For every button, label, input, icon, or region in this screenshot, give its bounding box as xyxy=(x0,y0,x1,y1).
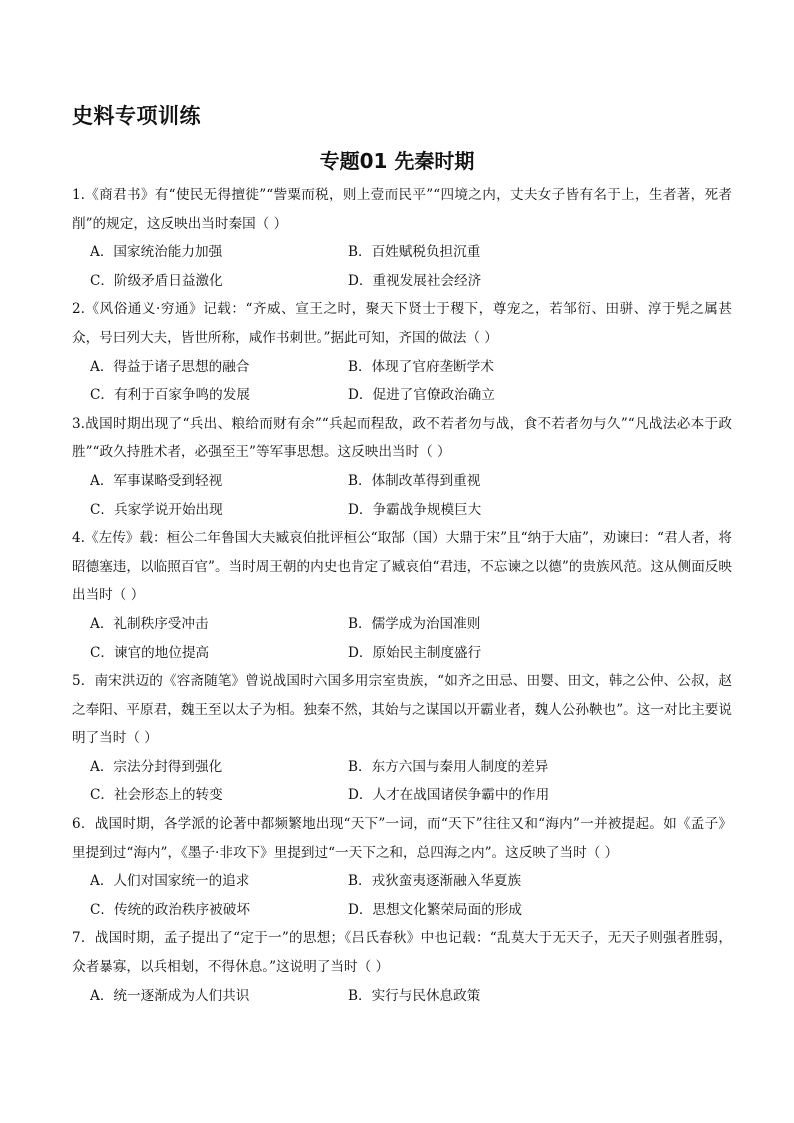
option-c: C．有利于百家争鸣的发展 xyxy=(90,387,250,404)
option-c: C．阶级矛盾日益激化 xyxy=(90,272,223,289)
question-3 xyxy=(72,410,732,524)
question-4 xyxy=(72,524,732,667)
option-grid xyxy=(72,753,732,810)
option-d: D．原始民主制度盛行 xyxy=(348,644,482,661)
option-grid xyxy=(72,238,732,295)
option-d: D．思想文化繁荣局面的形成 xyxy=(348,901,523,918)
question-7 xyxy=(72,924,732,1010)
topic-title: 专题01 先秦时期 xyxy=(319,149,475,173)
option-c: C．谏官的地位提高 xyxy=(90,644,210,661)
question-1 xyxy=(72,181,732,295)
question-5 xyxy=(72,667,732,810)
option-a: A．得益于诸子思想的融合 xyxy=(90,358,250,375)
option-b: B．百姓赋税负担沉重 xyxy=(348,244,481,261)
question-list xyxy=(72,181,732,1010)
option-a: A．人们对国家统一的追求 xyxy=(90,873,250,890)
question-stem: 2.《风俗通义·穷通》记载：“齐威、宣王之时，聚天下贤士于稷下，尊宠之，若邹衍、田骈、淳于髡之属甚众，号曰列大夫，皆世所称，咸作书刺世。”据此可知，齐国的做法（ ） xyxy=(72,301,732,346)
question-6 xyxy=(72,810,732,924)
option-d: D．重视发展社会经济 xyxy=(348,272,482,289)
option-b: B．体现了官府垄断学术 xyxy=(348,358,494,375)
option-grid xyxy=(72,982,732,1011)
question-2 xyxy=(72,295,732,409)
option-grid xyxy=(72,467,732,524)
option-grid xyxy=(72,353,732,410)
option-d: D．促进了官僚政治确立 xyxy=(348,387,495,404)
question-stem: 1.《商君书》有“使民无得擅徙”“訾粟而税，则上壹而民平”“四境之内，丈夫女子皆有名于上，生者著，死者削”的规定，这反映出当时秦国（ ） xyxy=(72,187,732,232)
option-a: A．礼制秩序受冲击 xyxy=(90,615,209,632)
option-b: B．戎狄蛮夷逐渐融入华夏族 xyxy=(348,873,522,890)
option-b: B．东方六国与秦用人制度的差异 xyxy=(348,758,549,775)
question-stem: 3.战国时期出现了“兵出、粮给而财有余”“兵起而程敌，政不若者勿与战，食不若者勿与久”“凡战法必本于政胜”“政久持胜术者，必强至王”等军事思想。这反映出当时（ ） xyxy=(72,415,732,461)
option-c: C．兵家学说开始出现 xyxy=(90,501,223,518)
option-grid xyxy=(72,610,732,667)
option-b: B．体制改革得到重视 xyxy=(348,472,481,489)
question-stem: 6．战国时期，各学派的论著中都频繁地出现“天下”一词，而“天下”往往又和“海内”一并被提起。如《孟子》里提到过“海内”，《墨子·非攻下》里提到过“一天下之和，总四海之内”。这反映了当时（ ） xyxy=(72,816,732,861)
option-a: A．国家统治能力加强 xyxy=(90,244,223,261)
page-heading: 史料专项训练 xyxy=(72,104,201,128)
option-a: A．宗法分封得到强化 xyxy=(90,758,223,775)
question-stem: 4.《左传》载：桓公二年鲁国大夫臧哀伯批评桓公“取郜（国）大鼎于宋”且“纳于大庙”，劝谏曰：“君人者，将昭德塞违，以临照百官”。当时周王朝的内史也肯定了臧哀伯“君违，不忘谏之以德”的贵族风范。这从侧面反映出当时（ ） xyxy=(72,530,732,604)
option-b: B．实行与民休息政策 xyxy=(348,987,481,1004)
option-c: C．社会形态上的转变 xyxy=(90,787,223,804)
option-c: C．传统的政治秩序被破坏 xyxy=(90,901,250,918)
option-a: A．统一逐渐成为人们共识 xyxy=(90,987,250,1004)
question-stem: 5．南宋洪迈的《容斋随笔》曾说战国时六国多用宗室贵族，“如齐之田忌、田婴、田文，韩之公仲、公叔，赵之奉阳、平原君，魏王至以太子为相。独秦不然，其始与之谋国以开霸业者，魏人公孙鞅也”。这一对比主要说明了当时（ ） xyxy=(72,673,732,747)
option-b: B．儒学成为治国准则 xyxy=(348,615,481,632)
option-a: A．军事谋略受到轻视 xyxy=(90,472,223,489)
option-grid xyxy=(72,867,732,924)
question-stem: 7．战国时期，孟子提出了“定于一”的思想；《吕氏春秋》中也记载：“乱莫大于无天子，无天子则强者胜弱，众者暴寡，以兵相刬，不得休息。”这说明了当时（ ） xyxy=(72,930,732,976)
option-d: D．人才在战国诸侯争霸中的作用 xyxy=(348,787,550,804)
option-d: D．争霸战争规模巨大 xyxy=(348,501,482,518)
